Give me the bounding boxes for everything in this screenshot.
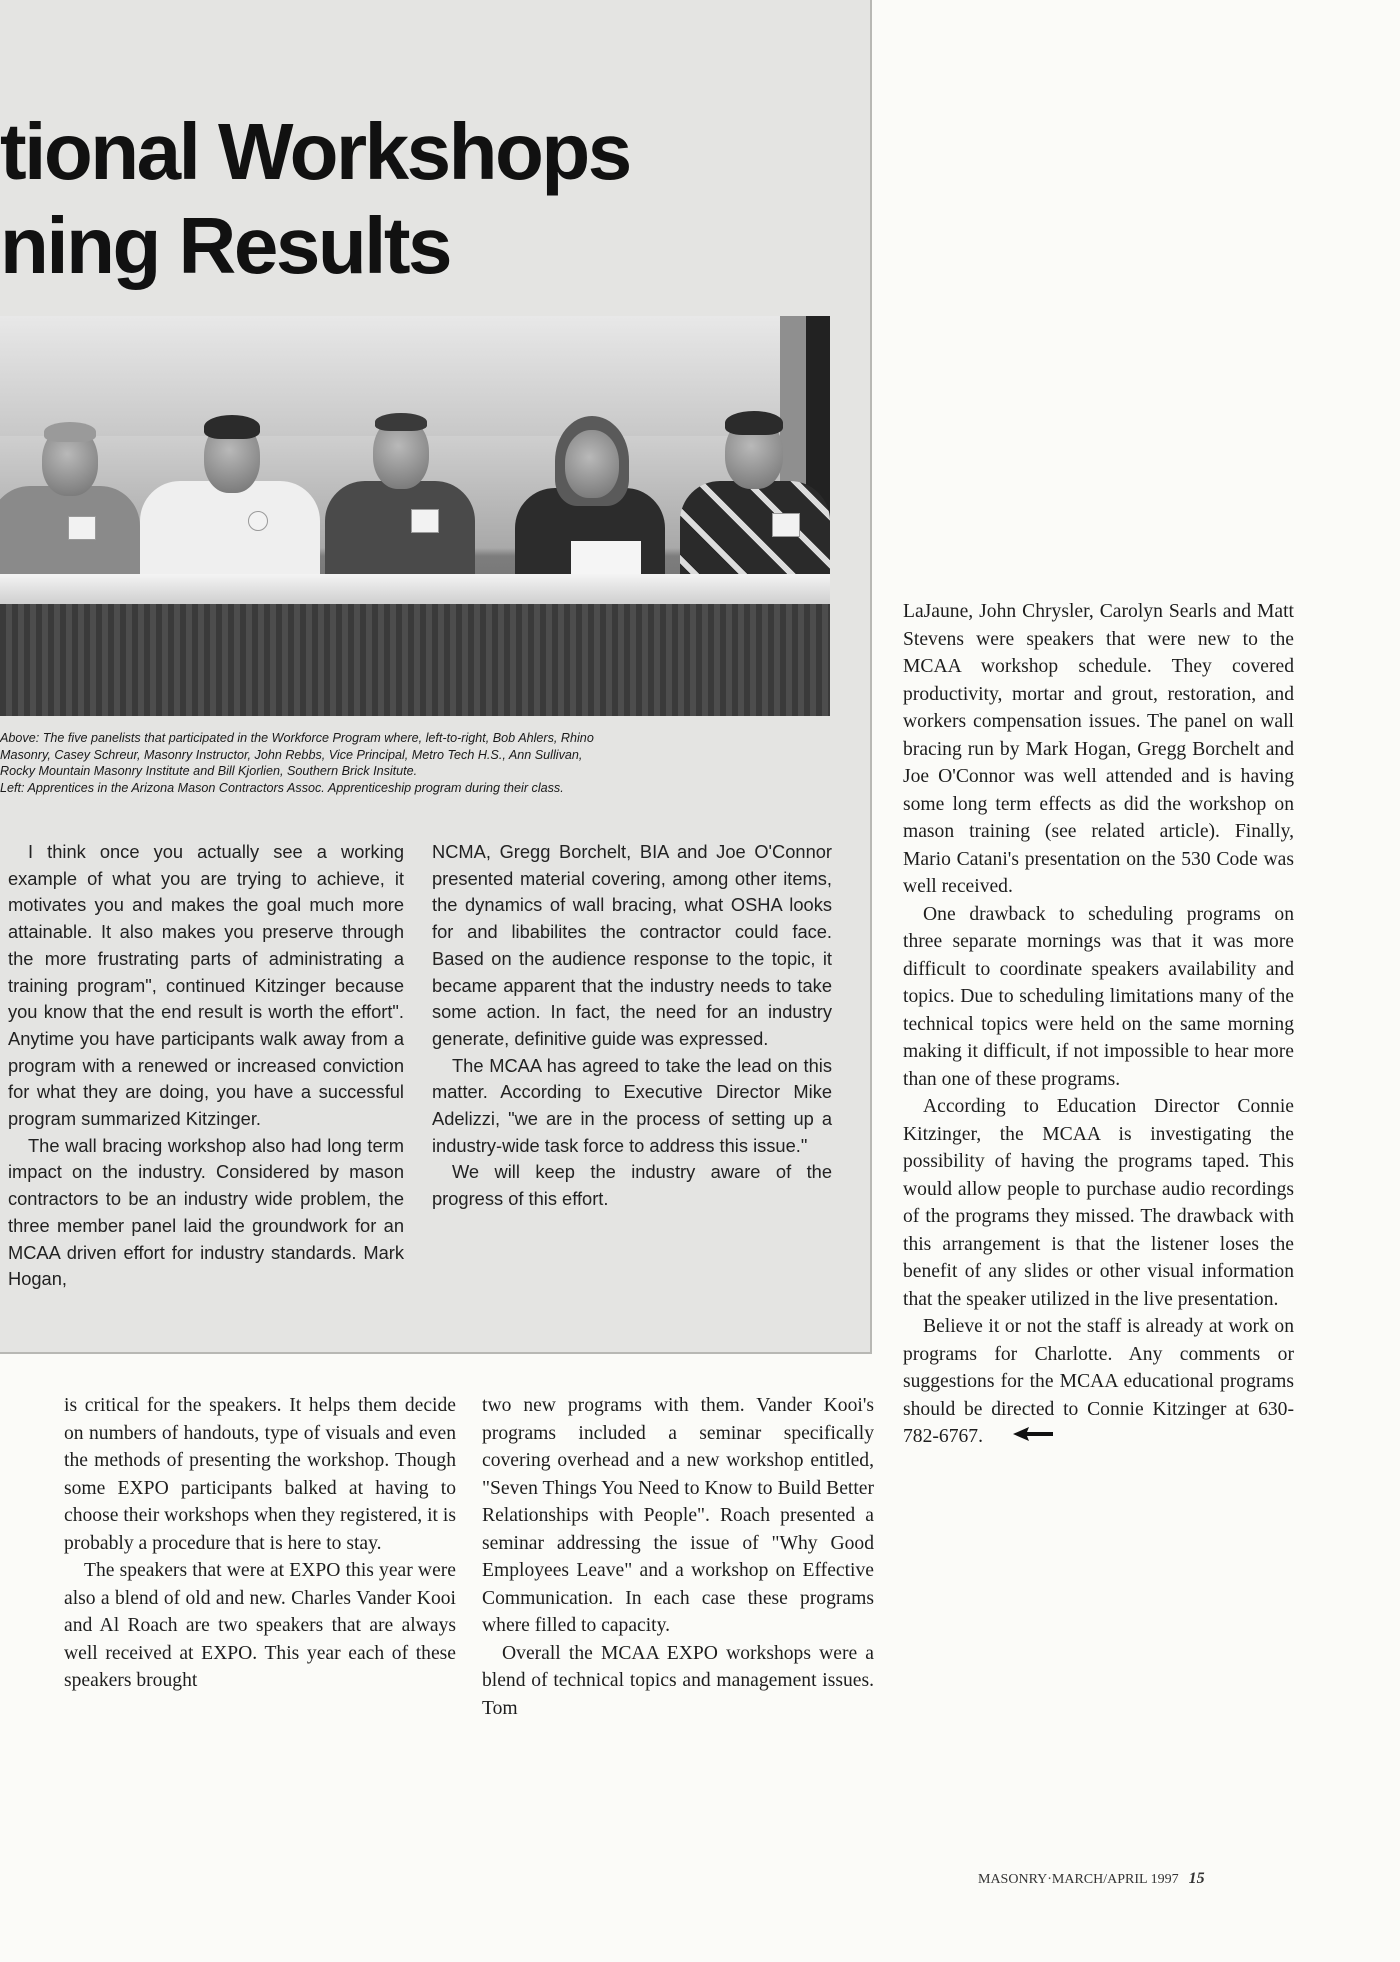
caption-line: Rocky Mountain Masonry Institute and Bill Kjorlien, Southern Brick Insitute. bbox=[0, 764, 418, 778]
paragraph: The speakers that were at EXPO this year were also a blend of old and new. Charles Vander Kooi and Al Roach are two speakers that are always well received at EXPO. This year each of these speakers brought bbox=[64, 1560, 456, 1691]
page-footer bbox=[978, 1870, 1298, 1888]
headline-line-2: ning Results bbox=[0, 201, 451, 290]
article-column-1 bbox=[64, 1392, 456, 1695]
photo-caption bbox=[0, 730, 850, 796]
caption-line: Masonry, Casey Schreur, Masonry Instructor, John Rebbs, Vice Principal, Metro Tech H.S., Ann Sullivan, bbox=[0, 747, 583, 762]
paragraph: Overall the MCAA EXPO workshops were a blend of technical topics and management issues. Tom bbox=[482, 1642, 874, 1719]
paragraph: I think once you actually see a working example of what you are trying to achieve, it motivates you and makes the goal much more attainable. It also makes you preserve through the more frustrating parts of administrating a training program", continued Kitzinger because you know that the end result is worth the effort". Anytime you have participants walk away from a program with a renewed or increased conviction for what they are doing, you have a successful program summarized Kitzinger. bbox=[8, 841, 404, 1130]
article-column-3 bbox=[903, 598, 1294, 1451]
paragraph: We will keep the industry aware of the progress of this effort. bbox=[432, 1161, 832, 1210]
sidebar-column-2 bbox=[432, 839, 832, 1213]
paragraph: According to Education Director Connie Kitzinger, the MCAA is investigating the possibility of having the programs taped. This would allow people to purchase audio recordings of the programs they missed. The drawback with this arrangement is that the listener loses the benefit of any slides or other visual information that the speaker utilized in the live presentation. bbox=[903, 1096, 1294, 1310]
paragraph: is critical for the speakers. It helps them decide on numbers of handouts, type of visuals and even the methods of presenting the workshop. Though some EXPO participants balked at having to choose their workshops when they registered, it is probably a procedure that is here to stay. bbox=[64, 1395, 456, 1554]
panel-photo bbox=[0, 316, 830, 716]
page-number: 15 bbox=[1188, 1870, 1205, 1887]
article-column-2 bbox=[482, 1392, 874, 1722]
paragraph: The wall bracing workshop also had long term impact on the industry. Considered by mason contractors to be an industry wide problem, the three member panel laid the groundwork for an MCAA driven effort for industry standards. Mark Hogan, bbox=[8, 1134, 404, 1290]
paragraph: NCMA, Gregg Borchelt, BIA and Joe O'Connor presented material covering, among other items, the dynamics of wall bracing, what OSHA looks for and libabilites the contractor could face. Based on the audience response to the topic, it became apparent that the industry needs to take some action. In fact, the need for an industry generate, definitive guide was expressed. bbox=[432, 841, 832, 1049]
sidebar-column-1 bbox=[8, 839, 404, 1293]
paragraph: LaJaune, John Chrysler, Carolyn Searls and Matt Stevens were speakers that were new to the MCAA workshop schedule. They covered productivity, mortar and grout, restoration, and workers compensation issues. The panel on wall bracing run by Mark Hogan, Gregg Borchelt and Joe O'Connor was well attended and is having some long term effects as did the workshop on mason training (see related article). Finally, Mario Catani's presentation on the 530 Code was well received. bbox=[903, 601, 1294, 897]
caption-line: Left: Apprentices in the Arizona Mason Contractors Assoc. Apprenticeship program during their class. bbox=[0, 780, 564, 795]
paragraph bbox=[903, 1313, 1294, 1451]
paragraph: One drawback to scheduling programs on three separate mornings was that it was more difficult to coordinate speakers availability and topics. Due to scheduling limitations many of the technical topics were held on the same morning making it difficult, if not impossible to hear more than one of these programs. bbox=[903, 903, 1294, 1090]
trowel-end-mark-icon bbox=[991, 1424, 1055, 1452]
caption-line: Above: The five panelists that participated in the Workforce Program where, left-to-right, Bob Ahlers, Rhino bbox=[0, 731, 594, 745]
publication-info: MASONRY·MARCH/APRIL 1997 bbox=[978, 1872, 1179, 1887]
headline-line-1: tional Workshops bbox=[0, 107, 630, 196]
paragraph: two new programs with them. Vander Kooi's programs included a seminar specifically covering overhead and a new workshop entitled, "Seven Things You Need to Know to Build Better Relationships with People". Roach presented a seminar addressing the issue of "Why Good Employees Leave" and a workshop on Effective Communication. In each case these programs where filled to capacity. bbox=[482, 1395, 874, 1636]
headline bbox=[0, 105, 630, 293]
paragraph: The MCAA has agreed to take the lead on this matter. According to Executive Director Mike Adelizzi, "we are in the process of setting up a industry-wide task force to address this issue." bbox=[432, 1054, 832, 1156]
closing-text: Believe it or not the staff is already at work on programs for Charlotte. Any comments or suggestions for the MCAA educational programs should be directed to Connie Kitzinger at 630-782-6767. bbox=[903, 1316, 1294, 1447]
